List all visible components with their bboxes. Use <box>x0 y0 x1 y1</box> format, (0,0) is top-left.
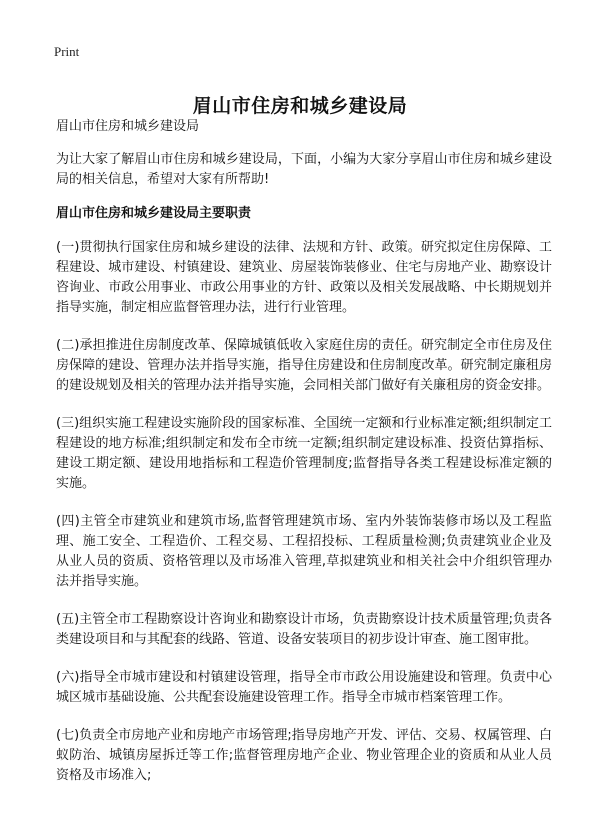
page-title: 眉山市住房和城乡建设局 <box>192 94 408 117</box>
duty-paragraph: (七)负责全市房地产业和房地产市场管理;指导房地产开发、评估、交易、权属管理、白蚁防治、城镇房屋拆迁等工作;监督管理房地产企业、物业管理企业的资质和从业人员资格及市场准入; <box>56 728 552 783</box>
duty-paragraph: (五)主管全市工程勘察设计咨询业和勘察设计市场，负责勘察设计技术质量管理;负责各类建设项目和与其配套的线路、管道、设备安装项目的初步设计审查、施工图审批。 <box>56 612 552 647</box>
source-line: 眉山市住房和城乡建设局 <box>56 119 200 134</box>
intro-paragraph: 为让大家了解眉山市住房和城乡建设局，下面，小编为大家分享眉山市住房和城乡建设局的相关信息，希望对大家有所帮助! <box>56 152 552 187</box>
print-link[interactable]: Print <box>54 44 80 59</box>
duty-paragraph: (二)承担推进住房制度改革、保障城镇低收入家庭住房的责任。研究制定全市住房及住房保障的建设、管理办法并指导实施，指导住房建设和住房制度改革。研究制定廉租房的建设规划及相关的管理办法并指导实施，会同相关部门做好有关廉租房的资金安排。 <box>56 338 552 393</box>
duty-paragraph: (三)组织实施工程建设实施阶段的国家标准、全国统一定额和行业标准定额;组织制定工程建设的地方标准;组织制定和发布全市统一定额;组织制定建设标准、投资估算指标、建设工期定额、建设用地指标和工程造价管理制度;监督指导各类工程建设标准定额的实施。 <box>56 416 552 491</box>
duty-paragraph: (一)贯彻执行国家住房和城乡建设的法律、法规和方针、政策。研究拟定住房保障、工程建设、城市建设、村镇建设、建筑业、房屋装饰装修业、住宅与房地产业、勘察设计咨询业、市政公用事业、市政公用事业的方针、政策以及相关发展战略、中长期规划并指导实施，制定相应监督管理办法，进行行业管理。 <box>56 240 552 315</box>
duty-paragraph: (六)指导全市城市建设和村镇建设管理，指导全市市政公用设施建设和管理。负责中心城区城市基础设施、公共配套设施建设管理工作。指导全市城市档案管理工作。 <box>56 670 552 705</box>
article-body <box>56 117 552 804</box>
section-heading: 眉山市住房和城乡建设局主要职责 <box>56 206 252 221</box>
duty-paragraph: (四)主管全市建筑业和建筑市场,监督管理建筑市场、室内外装饰装修市场以及工程监理、施工安全、工程造价、工程交易、工程招投标、工程质量检测;负责建筑业企业及从业人员的资质、资格管理以及市场准入管理,草拟建筑业和相关社会中介组织管理办法并指导实施。 <box>56 514 552 589</box>
